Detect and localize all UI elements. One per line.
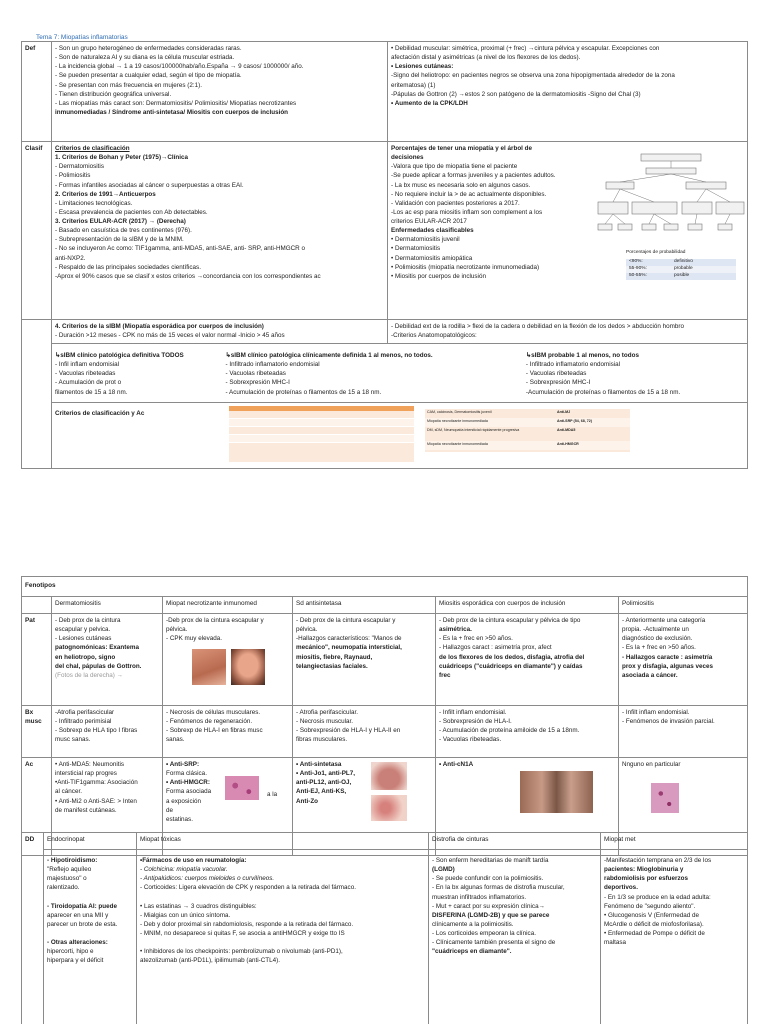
- text-line: de: [166, 806, 174, 814]
- text-line: • Anti-MDA5: Neumonitis: [55, 761, 125, 768]
- text-line: • Miositis por cuerpos de inclusión: [391, 272, 486, 280]
- column-header: Dermatomiositis: [52, 597, 163, 614]
- prob-range: 55-90%:: [629, 265, 647, 271]
- text-line: - Deb prox de la cintura escapular y: [296, 617, 396, 624]
- patient-photo-face: [231, 649, 265, 685]
- text-line: aparecer en una MII y: [47, 911, 109, 919]
- text-line: - Infiltrado inflamatorio endomisial: [225, 361, 320, 369]
- table-row: [425, 441, 630, 450]
- text-line: - MNIM, no desaparece si quitas F, se asocia a antiHMGCR y exige tto IS: [140, 930, 345, 937]
- text-line: - En 1/3 se produce en la edad adulta:: [604, 893, 711, 901]
- text-line: - Hallazgos caract : asimetría prox, afect: [439, 644, 552, 652]
- pat-miositis-inclusion: [436, 614, 619, 706]
- text-line: - Vacuolas ribeteadas: [225, 370, 286, 378]
- pat-label: Pat: [22, 614, 52, 706]
- table-row: [229, 443, 414, 451]
- text-line: - Las miopatías más caract son: Dermatomiositis/ Polimiositis/ Miopatías necrotizantes: [55, 99, 297, 107]
- text-line: - Infil inflam endomisial: [55, 361, 120, 369]
- sibm-col3: [526, 351, 744, 397]
- text-line: • Glucogenosis V (Enfermedad de: [604, 911, 699, 919]
- text-line: - Duración >12 meses - CPK no más de 15 veces el valor normal -Inicio > 45 años: [55, 332, 285, 340]
- text-line: en heliotropo, signo: [55, 653, 116, 661]
- probability-row: [626, 259, 736, 266]
- text-line: anti-PL12, anti-OJ,: [296, 779, 352, 787]
- text-line: Forma clásica.: [166, 770, 207, 778]
- text-line: - Sobrexp de HLA tipo I fibras: [55, 727, 138, 735]
- column-header: Miopat met: [601, 833, 748, 850]
- text-line: - La incidencia global → 1 a 19 casos/100000hab/año.España → 9 casos/ 1000000/ año.: [55, 63, 304, 71]
- sibm-criteria: [52, 344, 748, 403]
- text-line: muestran infiltrados inflamatorios.: [432, 893, 527, 901]
- text-line: - Vacuolas ribeteadas.: [439, 736, 502, 744]
- text-line: Fenómeno de "segundo aliento".: [604, 902, 696, 910]
- dd-miopat-met: [601, 850, 748, 1024]
- text-line: DISFERINA (LGMD-2B) y que se parece: [432, 911, 550, 919]
- text-line: -Valora que tipo de miopatía tiene el paciente: [391, 163, 518, 171]
- dd-miopat-toxicas: [137, 850, 429, 1024]
- text-line: - Basado en casuística de tres continentes (976).: [55, 227, 192, 235]
- text-line: escapular y pelvica.: [55, 626, 111, 634]
- patient-photo-arm: [192, 649, 226, 685]
- text-line: frec: [439, 671, 451, 679]
- text-line: - Debilidad ext de la rodilla > flexi de la cadera o debilidad en la flexión de los dedos > abducción hombro: [391, 323, 684, 330]
- text-line: •Anti-TIF1gamma: Asociación: [55, 779, 138, 787]
- patient-photo-skin: [371, 795, 407, 821]
- prob-label: posible: [674, 272, 690, 278]
- text-line: "Reflejo aquíleo: [47, 866, 92, 874]
- text-line: propia. -Actualmente un: [622, 626, 689, 634]
- column-header: Miopat necrotizante inmunomed: [163, 597, 293, 614]
- phenotypes-title: Fenotipos: [22, 577, 748, 597]
- text-line: ↳sIBM clínico patológica definitiva TODOS: [55, 352, 184, 359]
- text-line: -Criterios Anatomopatológicos:: [391, 332, 477, 340]
- column-header: Distrofia de cinturas: [429, 833, 601, 850]
- prob-range: <90%:: [629, 258, 643, 264]
- text-line: - Es la + frec en >50 años.: [622, 644, 696, 652]
- text-line: -Hallazgos característicos: "Manos de: [296, 635, 402, 643]
- text-line: - Infiltrado perimisial: [55, 718, 112, 726]
- text-line: - Los corticoides empeoran la clínica.: [432, 930, 536, 937]
- bx-miositis-inclusion: [436, 706, 619, 758]
- text-line: - Fenómenos de invasión parcial.: [622, 718, 715, 726]
- def-label: Def: [22, 42, 52, 142]
- probability-row: [626, 266, 736, 273]
- empty-cell: [22, 597, 52, 614]
- text-line: intersticial rap progres: [55, 770, 117, 778]
- text-line: • Anti-cN1A: [439, 761, 474, 768]
- text-line: eritematosa) (1): [391, 81, 436, 89]
- text-line: [47, 929, 133, 938]
- text-line: patognomónicas: Exantema: [55, 644, 139, 652]
- text-line: • Enfermedad de Pompe o déficit de: [604, 930, 705, 937]
- text-line: Porcentajes de tener una miopatía y el árbol de: [391, 145, 533, 152]
- text-line: hipercorti, hipo e: [47, 948, 94, 956]
- text-line: asimétrica.: [439, 626, 472, 634]
- text-line: - Formas infantiles asociadas al cáncer o superpuestas a otras EAI.: [55, 181, 244, 189]
- prob-label: definitivo: [674, 258, 693, 264]
- text-line: ↳sIBM clínico patológica clínicamente definida 1 al menos, no todos.: [225, 352, 433, 359]
- text-line: asociada a cáncer.: [622, 671, 678, 679]
- cell: Miopatía necrotizante inmunomediada: [427, 419, 488, 423]
- text-line: - Lesiones cutáneas: [55, 635, 112, 643]
- text-line: - Es la + frec en >50 años.: [439, 635, 513, 643]
- text-line: - Son un grupo heterogéneo de enfermedades consideradas raras.: [55, 45, 242, 52]
- text-line: • Dermatomiositis: [391, 245, 441, 253]
- text-line: - Fenómenos de regeneración.: [166, 718, 253, 726]
- text-line: (LGMD): [432, 866, 455, 874]
- table-row: [229, 419, 414, 427]
- text-line: - Anteriormente una categoría: [622, 617, 706, 624]
- text-line: [140, 893, 425, 902]
- clasif-left: [52, 142, 388, 320]
- text-line: - No se incluyeron Ac como: TIF1gamma, anti-MDA5, anti-SAE, anti- SRP, anti-HMGCR o: [55, 245, 305, 253]
- dd-distrofia-cinturas: [429, 850, 601, 1024]
- text-line: criterios EULAR-ACR 2017: [391, 218, 467, 225]
- text-line: - Sobrexp de HLA-I en fibras musc: [166, 727, 263, 735]
- text-line: de manifest cutáneas.: [55, 806, 117, 814]
- text-line: • Lesiones cutáneas:: [391, 63, 454, 71]
- text-line: - Polimiositis: [55, 172, 91, 180]
- text-line: - Sobrexpresión MHC-I: [225, 379, 290, 387]
- sibm-top-right: [388, 320, 748, 344]
- text-line: - Acumulación de proteínas o filamentos de 15 a 18 nm.: [225, 388, 382, 396]
- text-line: -Los ac esp para miositis inflam son complement a los: [391, 208, 543, 216]
- text-line: (Fotos de la derecha) →: [55, 671, 123, 679]
- text-line: - Antipalúdicos: cuerpos mieloides o curvilíneos.: [140, 875, 275, 883]
- text-line: - Hallazgos caracte : asimetría: [622, 653, 713, 661]
- text-line: • Anti-SRP:: [166, 761, 200, 768]
- prob-range: 50-55%:: [629, 272, 647, 278]
- column-header: Miositis esporádica con cuerpos de inclusión: [436, 597, 619, 614]
- text-line: musc sanas.: [55, 736, 91, 744]
- patient-photo-hands: [371, 762, 407, 790]
- text-line: [47, 893, 133, 902]
- probability-row: [626, 273, 736, 280]
- text-line: - Se presentan con más frecuencia en mujeres (2:1).: [55, 81, 202, 89]
- column-header: Endocrinopat: [44, 833, 137, 850]
- text-line: - Clínicamente también presenta el signo de: [432, 939, 556, 947]
- text-line: 3. Criterios EULAR-ACR (2017) → (Derecha): [55, 218, 186, 225]
- text-line: McArdle o déficit de miofosforilasa).: [604, 920, 704, 928]
- text-line: 4. Criterios de la sIBM (Miopatía esporádica por cuerpos de inclusión): [55, 323, 264, 330]
- dd-endocrinopat: [44, 850, 137, 1024]
- clasif-label: Clasif: [22, 142, 52, 320]
- text-line: -Se puede aplicar a formas juveniles y a pacientes adultos.: [391, 172, 556, 180]
- text-line: •Fármacos de uso en reumatología:: [140, 857, 247, 864]
- text-line: prox y disfagia, algunas veces: [622, 662, 713, 670]
- text-line: - Sobrexpresión MHC-I: [525, 379, 591, 387]
- text-line: - Acumulación de proteína amiloide de 15 a 18nm.: [439, 727, 580, 735]
- text-line: 1. Criterios de Bohan y Peter (1975)→Clínica: [55, 154, 188, 162]
- histology-image: [225, 776, 259, 800]
- text-line: diagnóstico de exclusión.: [622, 635, 693, 643]
- table-row: [229, 435, 414, 443]
- text-line: - Otras alteraciones:: [47, 939, 108, 947]
- bx-label: Bx musc: [22, 706, 52, 758]
- text-line: - Sobrexpresión de HLA-I y HLA-II en: [296, 727, 401, 735]
- ac-criteria: [52, 403, 748, 469]
- sibm-col1: [55, 351, 226, 397]
- dd-label: DD: [22, 833, 44, 1024]
- text-line: - Validación con pacientes posteriores a 2017.: [391, 199, 520, 207]
- cell: Miopatía necrotizante inmunomediada: [427, 442, 488, 446]
- text-line: - No requiere incluir la > de ac actualmente disponibles.: [391, 190, 547, 198]
- text-line: - Deb y dolor proximal sin rabdomiolosis, responde a la retirada del fármaco.: [140, 920, 354, 928]
- text-line: - La bx musc es necesaria solo en algunos casos.: [391, 181, 531, 189]
- text-line: - Infilt inflam endomisial.: [439, 709, 507, 716]
- dd-table: [21, 832, 748, 1024]
- text-line: • Anti-HMGCR:: [166, 779, 210, 787]
- sibm-col2: [226, 351, 526, 397]
- cell: Anti-SRP (54, 68, 72): [557, 419, 592, 423]
- text-line: - Se puede confundir con la polimiositis.: [432, 875, 544, 883]
- text-line: - Son de naturaleza AI y su diana es la célula muscular estriada.: [55, 54, 235, 62]
- text-line: Nnguno en particular: [622, 761, 681, 768]
- pat-polimiositis: [619, 614, 748, 706]
- text-line: -Signo del heliotropo: en pacientes negros se observa una zona hipopigmentada alrededor de la zona: [391, 72, 675, 80]
- text-line: Enfermedades clasificables: [391, 227, 474, 235]
- text-line: - Dermatomiositis: [55, 163, 104, 171]
- text-line: -Pápulas de Gottron (2) →estos 2 son patógeno de la dermatomiositis -Signo del Chal (3): [391, 90, 641, 98]
- bx-sd-antisintetasa: [293, 706, 436, 758]
- text-line: cuádriceps ("cuádriceps en diamante") y caídas: [439, 662, 583, 670]
- cell: Anti-HMGCR: [557, 442, 579, 446]
- text-line: - Deb prox de la cintura escapular y pélvica de tipo: [439, 617, 581, 624]
- text-line: - Necrosis muscular.: [296, 718, 354, 726]
- text-line: - Son enferm hereditarias de manift tardía: [432, 857, 549, 864]
- table-row: [229, 427, 414, 435]
- text-line: - Respaldo de las principales sociedades científicas.: [55, 263, 201, 271]
- text-line: del chal, pápulas de Gottron.: [55, 662, 142, 670]
- bx-polimiositis: [619, 706, 748, 758]
- text-line: atezolizumab (anti-PD1L), ipilimumab (anti-CTL4).: [140, 957, 280, 965]
- text-line: hiperpara y el déficit: [47, 957, 104, 965]
- empty-cell: [22, 403, 52, 469]
- text-line: • Anti-Jo1, anti-PL7,: [296, 770, 355, 778]
- clasif-mid-text: [391, 144, 591, 281]
- cell: Anti-MDA5: [557, 428, 576, 432]
- text-line: - Subrepresentación de la sIBM y de la MNIM.: [55, 236, 184, 244]
- text-line: a exposición: [166, 797, 202, 805]
- text-line: "cuádriceps en diamante".: [432, 948, 512, 956]
- text-line: • Polimiositis (miopatía necrotizante inmunomediada): [391, 263, 540, 271]
- text-line: ↳sIBM probable 1 al menos, no todos: [525, 352, 639, 359]
- text-line: mecánico", neumopatía intersticial,: [296, 644, 402, 652]
- table-row: [425, 409, 630, 418]
- column-header: Miopat tóxicas: [137, 833, 429, 850]
- text-line: - Sobrexpresión de HLA-I.: [439, 718, 512, 726]
- table-row: [229, 411, 414, 419]
- empty-cell: [22, 320, 52, 344]
- text-line: decisiones: [391, 154, 424, 162]
- text-line: inmunomediadas / Síndrome anti-sintetasa/ Miositis con cuerpos de inclusión: [55, 108, 289, 116]
- text-line: - En la bx algunas formas de distrofia muscular,: [432, 884, 565, 892]
- cell: Anti-MJ: [557, 410, 571, 414]
- text-line: - Vacuolas ribeteadas: [525, 370, 587, 378]
- table-row: [425, 418, 630, 427]
- text-line: rabdomiolisis por esfuerzos: [604, 875, 688, 883]
- table-row: [425, 427, 630, 441]
- text-line: pélvica.: [166, 626, 188, 634]
- text-line: -Deb prox de la cintura escapular y: [166, 617, 264, 624]
- text-line: - Colchicina: miopatía vacuolar.: [140, 866, 228, 874]
- text-line: - Acumulación de prot o: [55, 379, 122, 387]
- def-left: [52, 42, 388, 142]
- text-line: estatinas.: [166, 815, 193, 823]
- text-line: pélvica.: [296, 626, 318, 634]
- text-line: pacientes: Mioglobinuria y: [604, 866, 684, 874]
- text-line: -Atrofia perifascicular: [55, 709, 115, 716]
- text-line: - Infiltrado inflamatorio endomisial: [525, 361, 621, 369]
- text-line: - Hipotiroidismo:: [47, 857, 98, 864]
- text-line: al cáncer.: [55, 788, 82, 796]
- text-line: sanas.: [166, 736, 185, 744]
- column-header: Sd antisintetasa: [293, 597, 436, 614]
- prob-label: probable: [674, 265, 693, 271]
- histology-image: [651, 783, 679, 813]
- phenotypes-table: [21, 576, 748, 856]
- text-line: 2. Criterios de 1991→Anticuerpos: [55, 190, 156, 198]
- text-line: - Vacuolas ribeteadas: [55, 370, 116, 378]
- text-line: - CPK muy elevada.: [166, 635, 222, 643]
- bx-dermatomiositis: [52, 706, 163, 758]
- text-line: -Manifestación temprana en 2/3 de los: [604, 857, 712, 864]
- text-line: • Aumento de la CPK/LDH: [391, 99, 468, 107]
- text-line: deportivos.: [604, 884, 638, 892]
- text-line: [140, 938, 425, 947]
- text-line: majestuoso" o: [47, 875, 87, 883]
- text-line: -Acumulación de proteínas o filamentos de 15 a 18 nm.: [525, 388, 681, 396]
- text-fragment: a la: [267, 791, 278, 798]
- page-title: Tema 7: Miopatías inflamatorias: [36, 34, 128, 41]
- antibody-table-a: [229, 406, 414, 462]
- cell: DM, sDM, Neumopatía intersticial rápidamente progresiva: [427, 428, 520, 432]
- text-line: - Corticoides: Ligera elevación de CPK y responden a la retirada del fármaco.: [140, 884, 356, 892]
- text-line: Criterios de clasificación: [55, 145, 130, 152]
- patient-photo-hands: [520, 771, 593, 813]
- probability-title: Porcentajes de probabilidad: [626, 250, 686, 255]
- text-line: • Anti-Mi2 o Anti-SAE: > Inten: [55, 797, 137, 805]
- decision-tree-diagram: [596, 152, 746, 237]
- def-right: [388, 42, 748, 142]
- text-line: filamentos de 15 a 18 nm.: [55, 388, 128, 396]
- text-line: clínicamente a la polimiositis.: [432, 920, 514, 928]
- pat-miopat-necrotizante: [163, 614, 293, 706]
- pat-dermatomiositis: [52, 614, 163, 706]
- text-line: - Se pueden presentar a cualquier edad, según el tipo de miopatía.: [55, 72, 242, 80]
- text-line: - Escasa prevalencia de pacientes con Ab detectables.: [55, 208, 208, 216]
- main-table: [21, 41, 748, 469]
- text-line: - Mialgias con un único síntoma.: [140, 911, 231, 919]
- text-line: - Necrosis de células musculares.: [166, 709, 261, 716]
- text-line: anti-NXP2.: [55, 254, 86, 262]
- empty-cell: [22, 344, 52, 403]
- text-line: - Mut + caract por su expresión clínica→: [432, 902, 545, 910]
- text-line: - Deb prox de la cintura: [55, 617, 121, 624]
- text-line: Anti-EJ, Anti-KS,: [296, 788, 347, 796]
- column-header: Polimiositis: [619, 597, 748, 614]
- text-line: afectación distal y asimétricas (a nivel de los flexores de los dedos).: [391, 54, 581, 62]
- text-line: - Tienen distribución geográfica universal.: [55, 90, 172, 98]
- text-line: parecer un brote de esta.: [47, 920, 118, 928]
- bx-miopat-necrotizante: [163, 706, 293, 758]
- ac-label: Ac: [22, 758, 52, 856]
- text-line: miositis, fiebre, Raynaud,: [296, 653, 373, 661]
- probability-legend: [626, 250, 736, 280]
- ac-criteria-title: Criterios de clasificación y Ac: [55, 410, 145, 417]
- text-line: fibras musculares.: [296, 736, 348, 744]
- text-line: • Dermatomiositis amiopática: [391, 254, 473, 262]
- text-line: - Tiroidopatía AI: puede: [47, 902, 117, 910]
- text-line: de los flexores de los dedos, disfagia, atrofia del: [439, 653, 585, 661]
- pat-sd-antisintetasa: [293, 614, 436, 706]
- text-line: Anti-Zo: [296, 797, 319, 805]
- text-line: • Inhibidores de los checkpoints: pembrolizumab o nivolumab (anti-PD1),: [140, 948, 343, 956]
- text-line: • Anti-sintetasa: [296, 761, 342, 768]
- text-line: • Dermatomiositis juvenil: [391, 236, 460, 244]
- text-line: telangiectasias faciales.: [296, 662, 368, 670]
- antibody-table-b: [425, 409, 630, 452]
- text-line: ralentizado.: [47, 884, 80, 892]
- cell: CAM, calcinosis, Dermatomiositis juvenil: [427, 410, 492, 414]
- text-line: - Atrofia perifascicular.: [296, 709, 358, 716]
- sibm-top-left: [52, 320, 388, 344]
- text-line: maltasa: [604, 939, 627, 947]
- clasif-right: [388, 142, 748, 320]
- text-line: - Limitaciones tecnológicas.: [55, 199, 133, 207]
- text-line: Forma asociada: [166, 788, 212, 796]
- text-line: • Debilidad muscular: simétrica, proximal (+ frec) →cintura pélvica y escapular. Excepciones con: [391, 45, 660, 52]
- text-line: - Infilt inflam endomisial.: [622, 709, 690, 716]
- text-line: • Las estatinas → 3 cuadros distinguibles:: [140, 902, 257, 910]
- text-line: -Aprox el 90% casos que se clasif x estos criterios →concordancia con los correspondientes ac: [55, 272, 321, 280]
